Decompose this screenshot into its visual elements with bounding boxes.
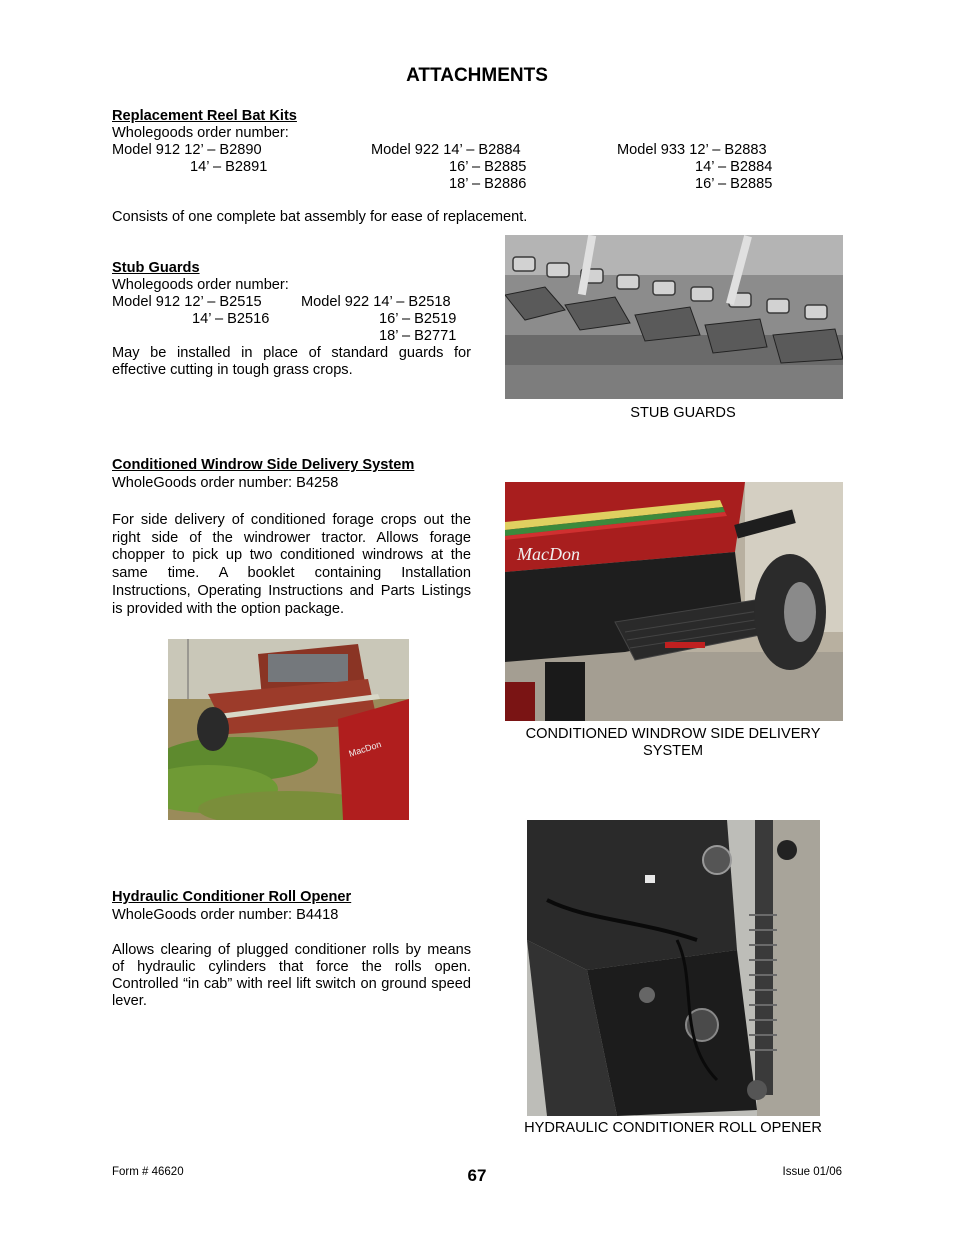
roll-opener-caption: HYDRAULIC CONDITIONER ROLL OPENER <box>524 1120 822 1136</box>
reel-bat-col1-line: 14’ – B2891 <box>190 159 268 175</box>
stub-guards-heading: Stub Guards <box>112 260 200 276</box>
stub-guards-caption: STUB GUARDS <box>630 405 736 421</box>
roll-opener-order-label: WholeGoods order number: B4418 <box>112 907 339 923</box>
page-title: ATTACHMENTS <box>406 65 548 86</box>
reel-bat-col3-line: 16’ – B2885 <box>695 176 773 192</box>
field-windrower-photo <box>168 639 409 820</box>
side-delivery-order-label: WholeGoods order number: B4258 <box>112 475 339 491</box>
stub-guards-order-label: Wholegoods order number: <box>112 277 289 293</box>
roll-opener-photo <box>527 820 820 1116</box>
reel-bat-heading: Replacement Reel Bat Kits <box>112 108 297 124</box>
reel-bat-col3 <box>617 142 772 193</box>
stub-guards-description: May be installed in place of standard guards for effective cutting in tough grass crops. <box>112 345 471 378</box>
reel-bat-col3-line: 14’ – B2884 <box>695 159 773 175</box>
stub-guards-col2 <box>301 294 456 345</box>
side-delivery-caption <box>505 726 841 760</box>
reel-bat-col2-line: 18’ – B2886 <box>449 176 527 192</box>
side-delivery-caption-line: SYSTEM <box>642 743 703 759</box>
reel-bat-col3-line: Model 933 12’ – B2883 <box>617 142 767 158</box>
stub-guards-col2-line: 16’ – B2519 <box>379 311 457 327</box>
side-delivery-heading: Conditioned Windrow Side Delivery System <box>112 457 415 473</box>
stub-guards-col2-line: Model 922 14’ – B2518 <box>301 294 451 310</box>
footer-form-number: Form # 46620 <box>112 1166 184 1178</box>
field-photo-logo: MacDon <box>347 739 383 759</box>
reel-bat-col2-line: 16’ – B2885 <box>449 159 527 175</box>
stub-guards-col1-line: 14’ – B2516 <box>192 311 270 327</box>
side-delivery-caption-line: CONDITIONED WINDROW SIDE DELIVERY <box>525 726 821 742</box>
reel-bat-col2-line: Model 922 14’ – B2884 <box>371 142 521 158</box>
macdon-logo: MacDon <box>517 544 580 564</box>
stub-guards-col2-line: 18’ – B2771 <box>379 328 457 344</box>
stub-guards-col1 <box>112 294 269 328</box>
reel-bat-col1 <box>112 142 267 176</box>
reel-bat-col2 <box>371 142 526 193</box>
stub-guards-photo <box>505 235 843 399</box>
footer-issue: Issue 01/06 <box>782 1166 842 1178</box>
side-delivery-photo <box>505 482 843 721</box>
reel-bat-order-label: Wholegoods order number: <box>112 125 289 141</box>
side-delivery-description: For side delivery of conditioned forage crops out the right side of the windrower tractor. Allows forage chopper to pick up two conditioned windrows at the same time. A booklet containing Installation Instructions, Operating Instructions and Parts Listings is provided with the option package. <box>112 512 471 617</box>
roll-opener-description: Allows clearing of plugged conditioner rolls by means of hydraulic cylinders that force the rolls open. Controlled “in cab” with reel lift switch on ground speed lever. <box>112 942 471 1009</box>
page-number: 67 <box>467 1166 487 1185</box>
reel-bat-col1-line: Model 912 12’ – B2890 <box>112 142 262 158</box>
stub-guards-col1-line: Model 912 12’ – B2515 <box>112 294 262 310</box>
roll-opener-heading: Hydraulic Conditioner Roll Opener <box>112 889 352 905</box>
reel-bat-description: Consists of one complete bat assembly for ease of replacement. <box>112 209 528 225</box>
